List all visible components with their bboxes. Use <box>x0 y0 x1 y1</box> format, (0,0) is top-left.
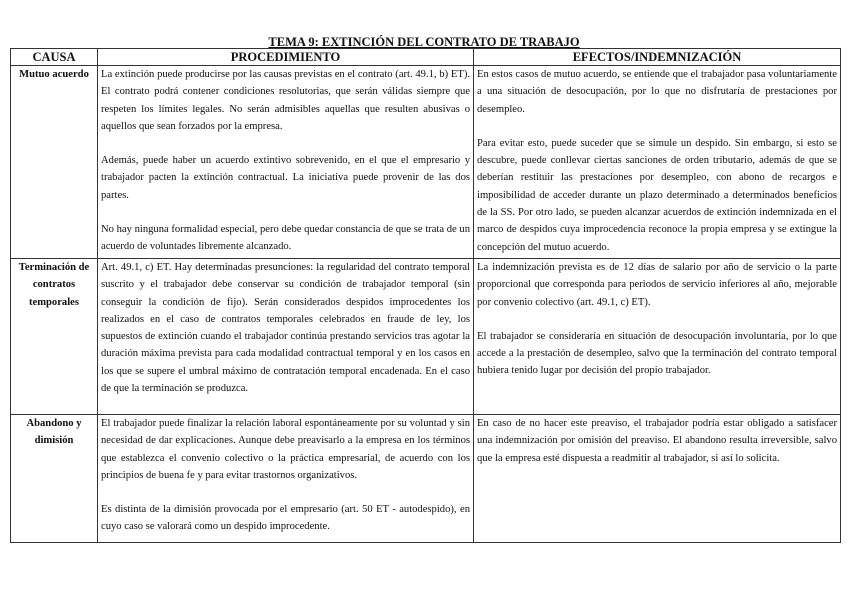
procedure-cell <box>98 66 474 259</box>
extinction-table <box>10 48 841 543</box>
table-row <box>11 66 841 259</box>
effects-paragraph: En caso de no hacer este preaviso, el trabajador podría estar obligado a satisfacer una indemnización por omisión del preaviso. El abandono resulta irreversible, salvo que la empresa esté dispuesta a readmitir al trabajador, si así lo solicita. <box>477 417 837 464</box>
header-procedure: PROCEDIMIENTO <box>98 49 474 66</box>
effects-paragraph: La indemnización prevista es de 12 días de salario por año de servicio o la parte proporcional que corresponda para periodos de servicio inferiores al año, mejorable por convenio colectivo (art. 49.1, c) ET). <box>477 261 837 308</box>
procedure-paragraph: La extinción puede producirse por las causas previstas en el contrato (art. 49.1, b) ET). El contrato podrá contener condiciones resolutorias, que serán válidas siempre que respeten los límites legales. No serán admisibles aquellas que resulten abusivas o aquellos que sean forzados por la empresa. <box>101 69 470 132</box>
procedure-paragraph: Art. 49.1, c) ET. Hay determinadas presunciones: la regularidad del contrato temporal suscrito y el trabajador debe conservar su condición de trabajador temporal (sin conseguir la condición de fijo). Serán considerados despidos improcedentes los realizados en el caso de contratos temporales celebrados en fraude de ley, los supuestos de extinción cuando el trabajador continúa prestando servicios tras agotar la duración máxima prevista para cada modalidad contractual temporal y en los casos en los que se supere el umbral máximo de contratación temporal encadenada. En el caso de que la terminación se produzca. <box>101 261 470 395</box>
cause-cell: Mutuo acuerdo <box>11 66 98 259</box>
cause-cell: Terminación de contratos temporales <box>11 258 98 414</box>
procedure-cell <box>98 414 474 542</box>
table-row <box>11 414 841 542</box>
cause-cell: Abandono y dimisión <box>11 414 98 542</box>
procedure-paragraph: El trabajador puede finalizar la relación laboral espontáneamente por su voluntad y sin necesidad de dar explicaciones. Aunque debe preavisarlo a la empresa en los términos que establezca el convenio colectivo o la práctica empresarial, de acuerdo con los principios de buena fe y para evitar trastornos organizativos. <box>101 417 470 481</box>
effects-paragraph: Para evitar esto, puede suceder que se simule un despido. Sin embargo, si esto se descubre, puede conllevar ciertas sanciones de orden tributario, además de que se deberían restituir las prestaciones por desempleo, con abono de recargos e imposibilidad de acceder durante un plazo determinado a determinados beneficios de la SS. Por otro lado, se pueden alcanzar acuerdos de extinción indemnizada en el marco de despidos cuya improcedencia reconoce la propia empresa y se extingue la concepción del mutuo acuerdo. <box>477 137 837 253</box>
procedure-paragraph: Además, puede haber un acuerdo extintivo sobrevenido, en el que el empresario y trabajador pacten la extinción contractual. La iniciativa puede provenir de las dos partes. <box>101 155 470 201</box>
header-row <box>11 49 841 66</box>
header-effects: EFECTOS/INDEMNIZACIÓN <box>474 49 841 66</box>
page-title: TEMA 9: EXTINCIÓN DEL CONTRATO DE TRABAJO <box>268 35 580 49</box>
procedure-paragraph: No hay ninguna formalidad especial, pero debe quedar constancia de que se trata de un acuerdo de voluntades libremente alcanzado. <box>101 224 470 253</box>
effects-cell <box>474 66 841 259</box>
effects-cell <box>474 258 841 414</box>
effects-paragraph: En estos casos de mutuo acuerdo, se entiende que el trabajador pasa voluntariamente a una situación de desocupación, por lo que no disfrutaría de prestaciones por desempleo. <box>477 69 837 115</box>
table-row <box>11 258 841 414</box>
header-cause: CAUSA <box>11 49 98 66</box>
effects-paragraph: El trabajador se consideraría en situación de desocupación involuntaria, por lo que accede a la prestación de desempleo, salvo que la terminación del contrato temporal hubiera tenido lugar por decisión del propio trabajador. <box>477 330 837 377</box>
procedure-paragraph: Es distinta de la dimisión provocada por el empresario (art. 50 ET - autodespido), en cuyo caso se valorará como un despido improcedente. <box>101 504 470 533</box>
procedure-cell <box>98 258 474 414</box>
effects-cell <box>474 414 841 542</box>
